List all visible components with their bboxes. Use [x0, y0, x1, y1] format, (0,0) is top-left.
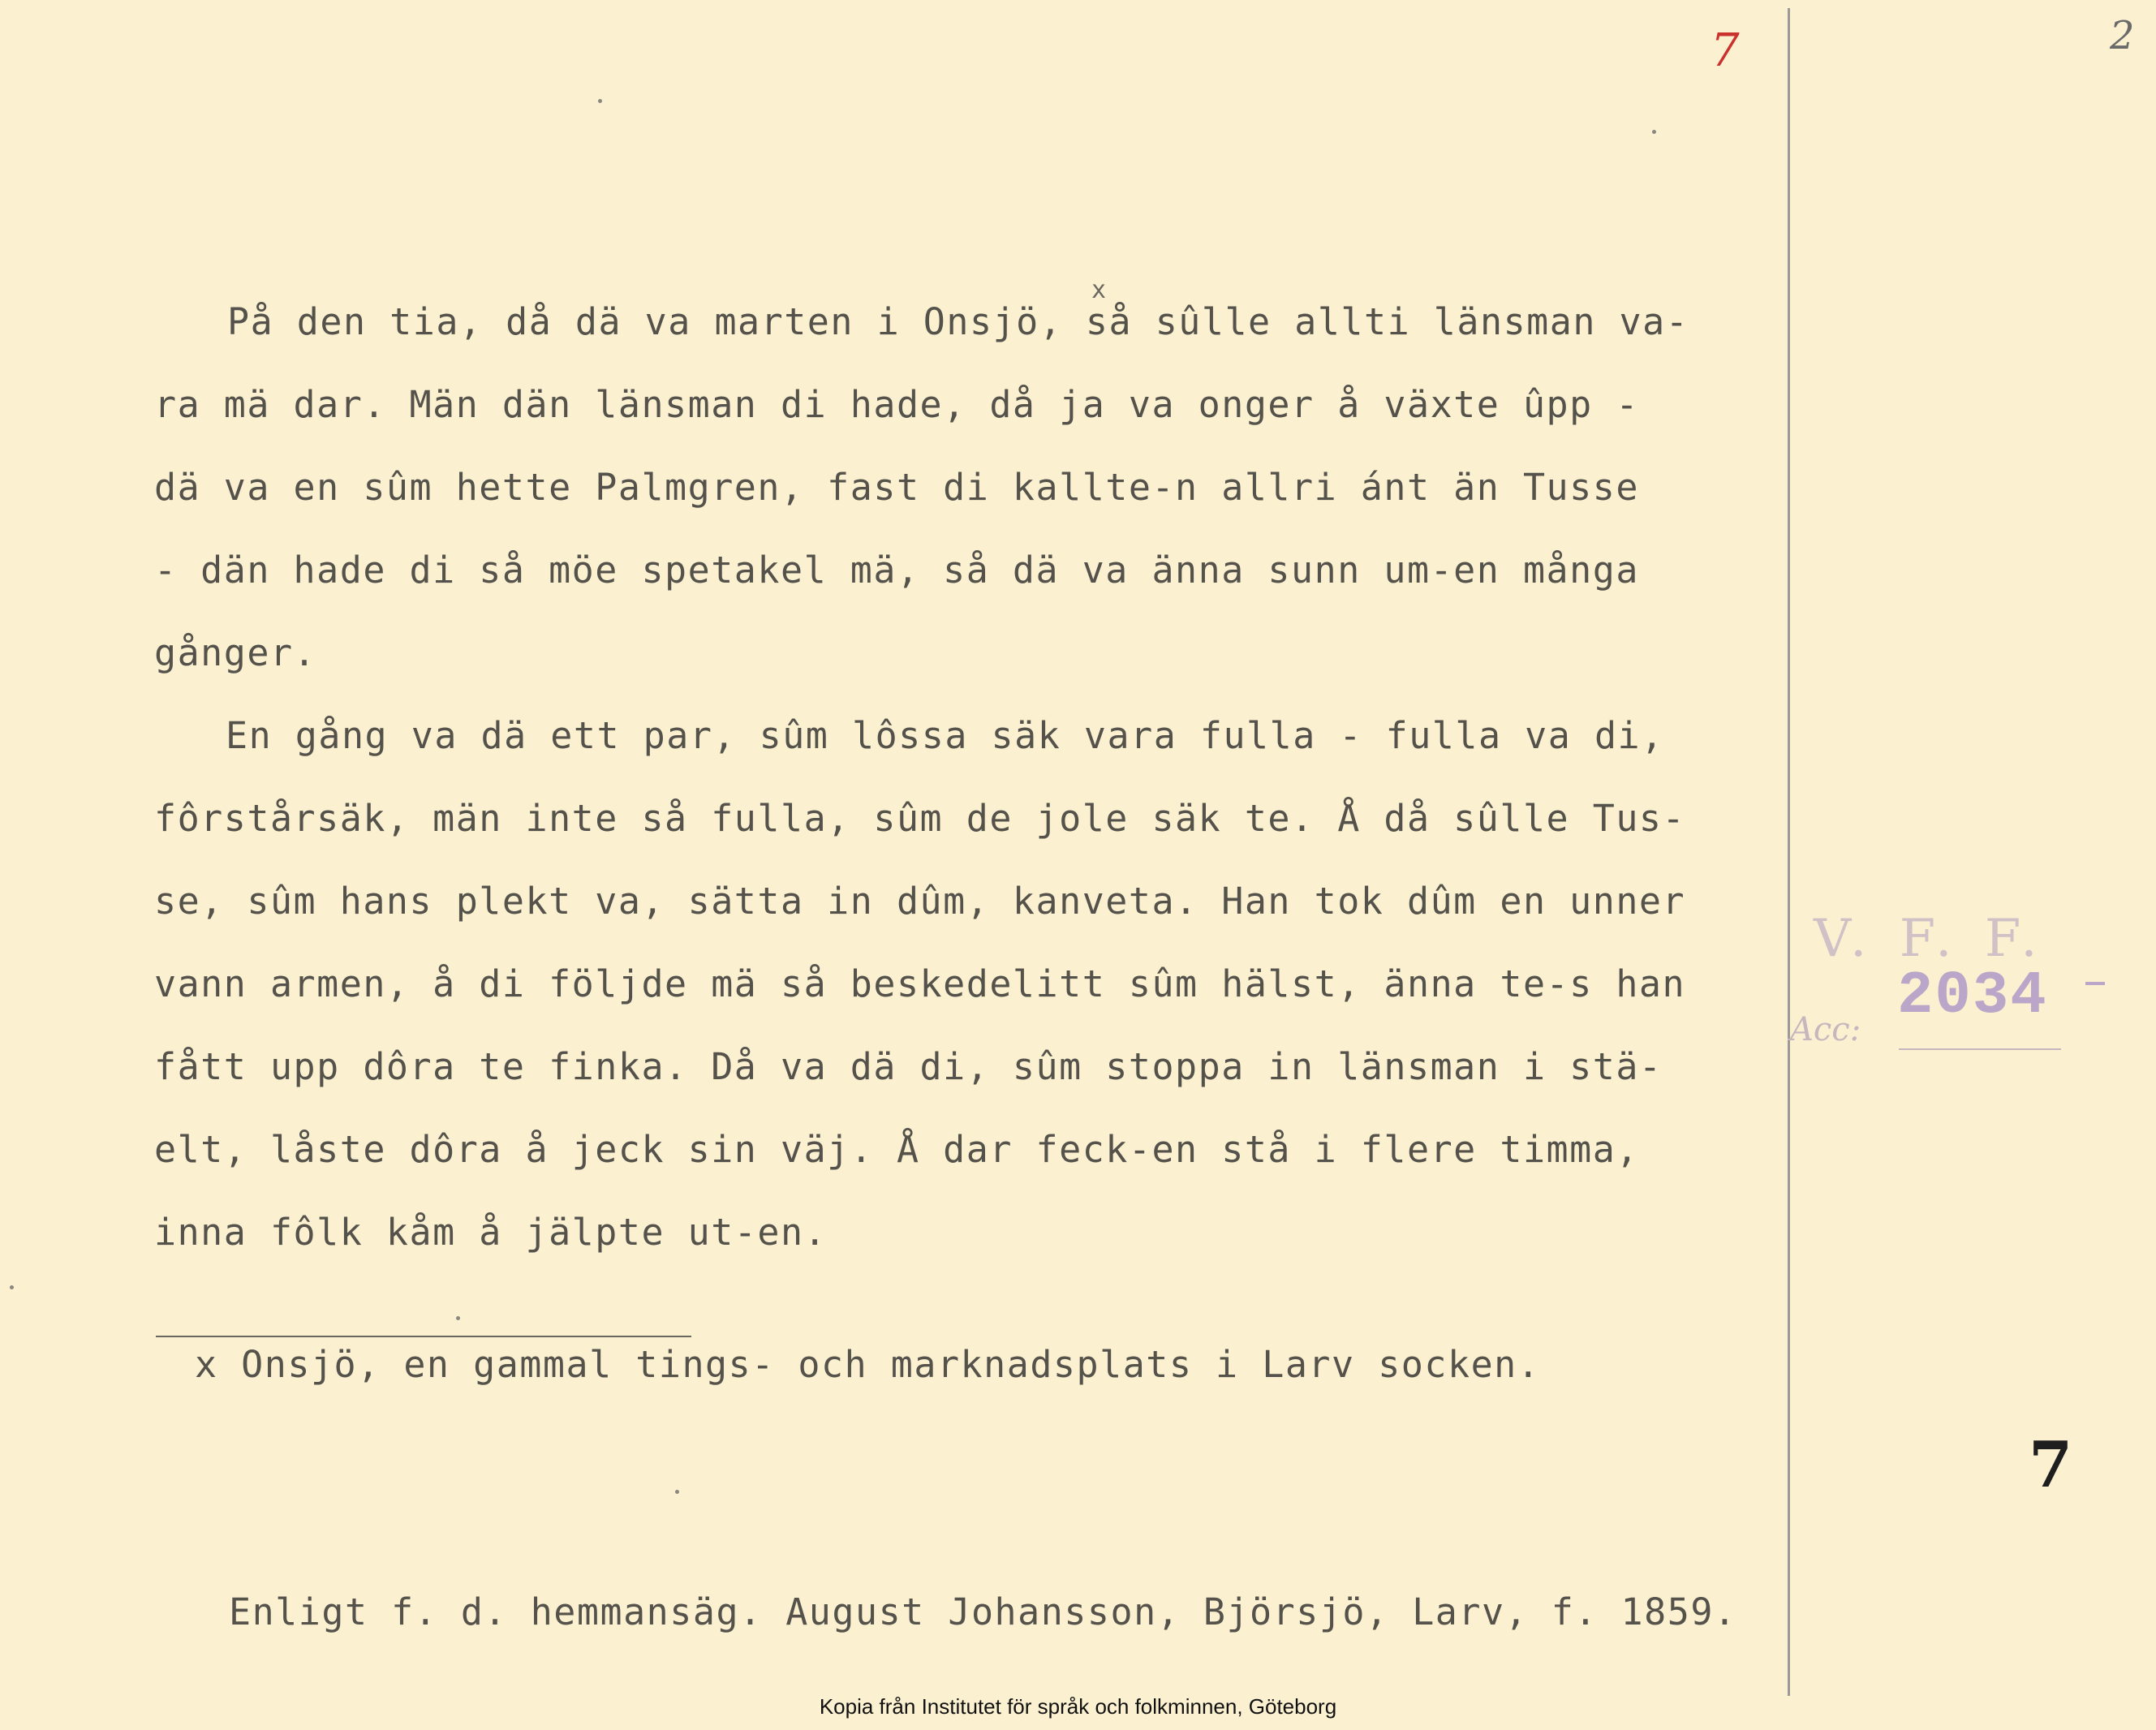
- page-number-red: 7: [1711, 24, 1740, 77]
- footnote-text: x Onsjö, en gammal tings- och marknadsplats i Larv socken.: [195, 1343, 1541, 1386]
- text-line: ra mä dar. Män dän länsman di hade, då ja va onger å växte ûpp -: [154, 383, 1639, 426]
- paper-speck: [10, 1285, 14, 1289]
- paper-speck: [456, 1316, 460, 1320]
- text-line: se, sûm hans plekt va, sätta in dûm, kanveta. Han tok dûm en unner: [154, 880, 1686, 923]
- footnote-marker: x: [1091, 276, 1107, 304]
- stamp-letters: V. F. F.: [1814, 909, 2046, 969]
- text-line: En gång va dä ett par, sûm lôssa säk vara fulla - fulla va di,: [226, 714, 1664, 757]
- stamp-number: 2034: [1897, 962, 2048, 1031]
- margin-rule: [1788, 8, 1790, 1696]
- text-line: elt, låste dôra å jeck sin väj. Å dar feck-en stå i flere timma,: [154, 1128, 1639, 1171]
- stamp-acc-label: Acc:: [1790, 1011, 1861, 1048]
- text-line: fôrstårsäk, män inte så fulla, sûm de jole säk te. Å då sûlle Tus-: [154, 797, 1686, 840]
- text-line: dä va en sûm hette Palmgren, fast di kallte-n allri ánt än Tusse: [154, 466, 1639, 509]
- page-number-corner: 2: [2110, 13, 2135, 58]
- paper-speck: [675, 1490, 679, 1494]
- paper-speck: [1652, 130, 1656, 134]
- sequence-number: 7: [2029, 1428, 2073, 1502]
- paper-speck: [598, 99, 602, 103]
- text-line: vann armen, å di följde mä så beskedelitt sûm hälst, änna te-s han: [154, 962, 1686, 1005]
- text-line: På den tia, då dä va marten i Onsjö, så sûlle allti länsman va-: [227, 300, 1689, 343]
- text-line: - dän hade di så möe spetakel mä, så dä va änna sunn um-en många: [154, 549, 1639, 592]
- footnote-rule: [156, 1336, 691, 1337]
- text-line: fått upp dôra te finka. Då va dä di, sûm stoppa in länsman i stä-: [154, 1045, 1663, 1088]
- copy-notice: Kopia från Institutet för språk och folkminnen, Göteborg: [819, 1694, 1337, 1719]
- text-line: gånger.: [154, 631, 317, 674]
- stamp-acc-line: [1899, 1048, 2061, 1050]
- stamp-tick: [2085, 982, 2105, 985]
- source-attribution: Enligt f. d. hemmansäg. August Johansson, Björsjö, Larv, f. 1859.: [229, 1590, 1737, 1633]
- archive-stamp: [1785, 909, 2077, 1071]
- text-line: inna fôlk kåm å jälpte ut-en.: [154, 1211, 828, 1254]
